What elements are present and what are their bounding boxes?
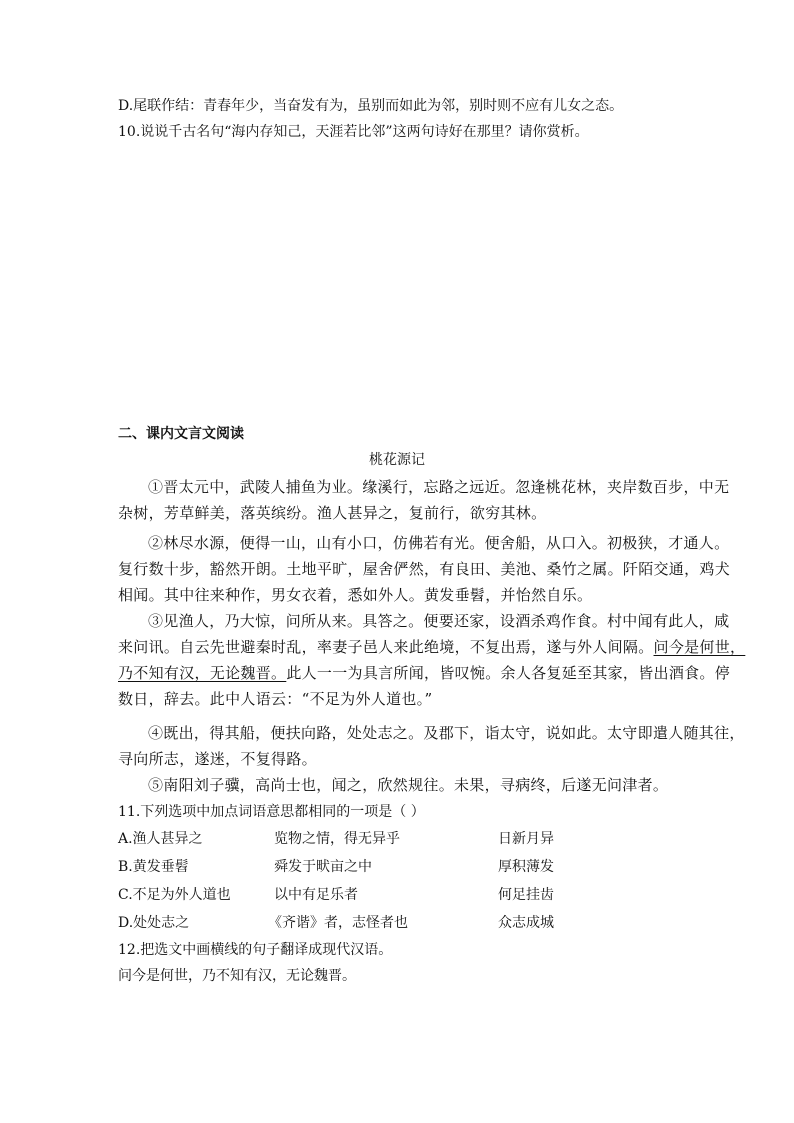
option-text: D.处处志之: [118, 915, 190, 931]
paragraph-5: [118, 772, 678, 798]
option-text: 以中有足乐者: [274, 887, 358, 903]
paragraph-3: [118, 608, 746, 712]
paragraph-line: [118, 660, 731, 686]
paragraph-line: ②林尽水源，便得一山，山有小口，仿佛若有光。便舍船，从口入。初极狭，才通人。: [148, 534, 730, 552]
paragraph-4: [118, 720, 745, 772]
q10-stem: 10.说说千古名句“海内存知己，天涯若比邻”这两句诗好在那里？请你赏析。: [118, 124, 589, 140]
section-title: 二、课内文言文阅读: [118, 426, 244, 442]
option-text: 何足挂齿: [498, 887, 554, 903]
paragraph-line: [118, 634, 746, 660]
option-text: B.黄发垂髫: [118, 859, 189, 875]
option-text: 众志成城: [498, 915, 554, 931]
paragraph-line: ⑤南阳刘子骥，高尚士也，闻之，欣然规往。未果，寻病终，后遂无问津者。: [148, 776, 669, 794]
option-text: 《齐谐》者，志怪者也: [268, 915, 408, 931]
q11-option-a: [118, 828, 678, 850]
paragraph-line: 数日，辞去。此中人语云：“不足为外人道也。”: [118, 690, 433, 708]
q12-sentence: 问今是何世，乃不知有汉，无论魏晋。: [118, 968, 356, 984]
option-text: 舜发于畎亩之中: [274, 859, 372, 875]
option-text: 厚积薄发: [498, 859, 554, 875]
paragraph-2: [118, 530, 731, 608]
paragraph-line: 寻向所志，遂迷，不复得路。: [118, 750, 317, 768]
paragraph-1: [118, 474, 730, 526]
underlined-sentence: 问今是何世，: [653, 638, 746, 656]
q11-option-c: [118, 884, 678, 906]
paragraph-line: ①晋太元中，武陵人捕鱼为业。缘溪行，忘路之远近。忽逢桃花林，夹岸数百步，中无: [148, 478, 730, 496]
q11-stem: 11.下列选项中加点词语意思都相同的一项是（ ）: [118, 804, 425, 820]
article-title: 桃花源记: [369, 452, 425, 468]
plain-text: 此人一一为具言所闻，皆叹惋。余人各复延至其家，皆出酒食。停: [286, 664, 731, 682]
paragraph-line: 相闻。其中往来种作，男女衣着，悉如外人。黄发垂髫，并怡然自乐。: [118, 586, 593, 604]
paragraph-line: ④既出，得其船，便扶向路，处处志之。及郡下，诣太守，说如此。太守即遣人随其往，: [148, 724, 745, 742]
option-text: 日新月异: [498, 831, 554, 847]
q11-option-b: [118, 856, 678, 878]
q12-stem: 12.把选文中画横线的句子翻译成现代汉语。: [118, 942, 393, 958]
q11-option-d: [118, 912, 678, 934]
q9-option-d: D.尾联作结：青春年少，当奋发有为，虽别而如此为邻，别时则不应有儿女之态。: [118, 98, 624, 114]
paragraph-line: 复行数十步，豁然开朗。土地平旷，屋舍俨然，有良田、美池、桑竹之属。阡陌交通，鸡犬: [118, 560, 731, 578]
option-text: C.不足为外人道也: [118, 887, 231, 903]
underlined-sentence: 乃不知有汉，无论魏晋。: [118, 664, 287, 682]
plain-text: 来问讯。自云先世避秦时乱，率妻子邑人来此绝境，不复出焉，遂与外人间隔。: [118, 638, 654, 656]
paragraph-line: ③见渔人，乃大惊，问所从来。具答之。便要还家，设酒杀鸡作食。村中闻有此人，咸: [148, 612, 730, 630]
paragraph-line: 杂树，芳草鲜美，落英缤纷。渔人甚异之，复前行，欲穷其林。: [118, 504, 547, 522]
option-text: A.渔人甚异之: [118, 831, 203, 847]
option-text: 览物之情，得无异乎: [274, 831, 400, 847]
